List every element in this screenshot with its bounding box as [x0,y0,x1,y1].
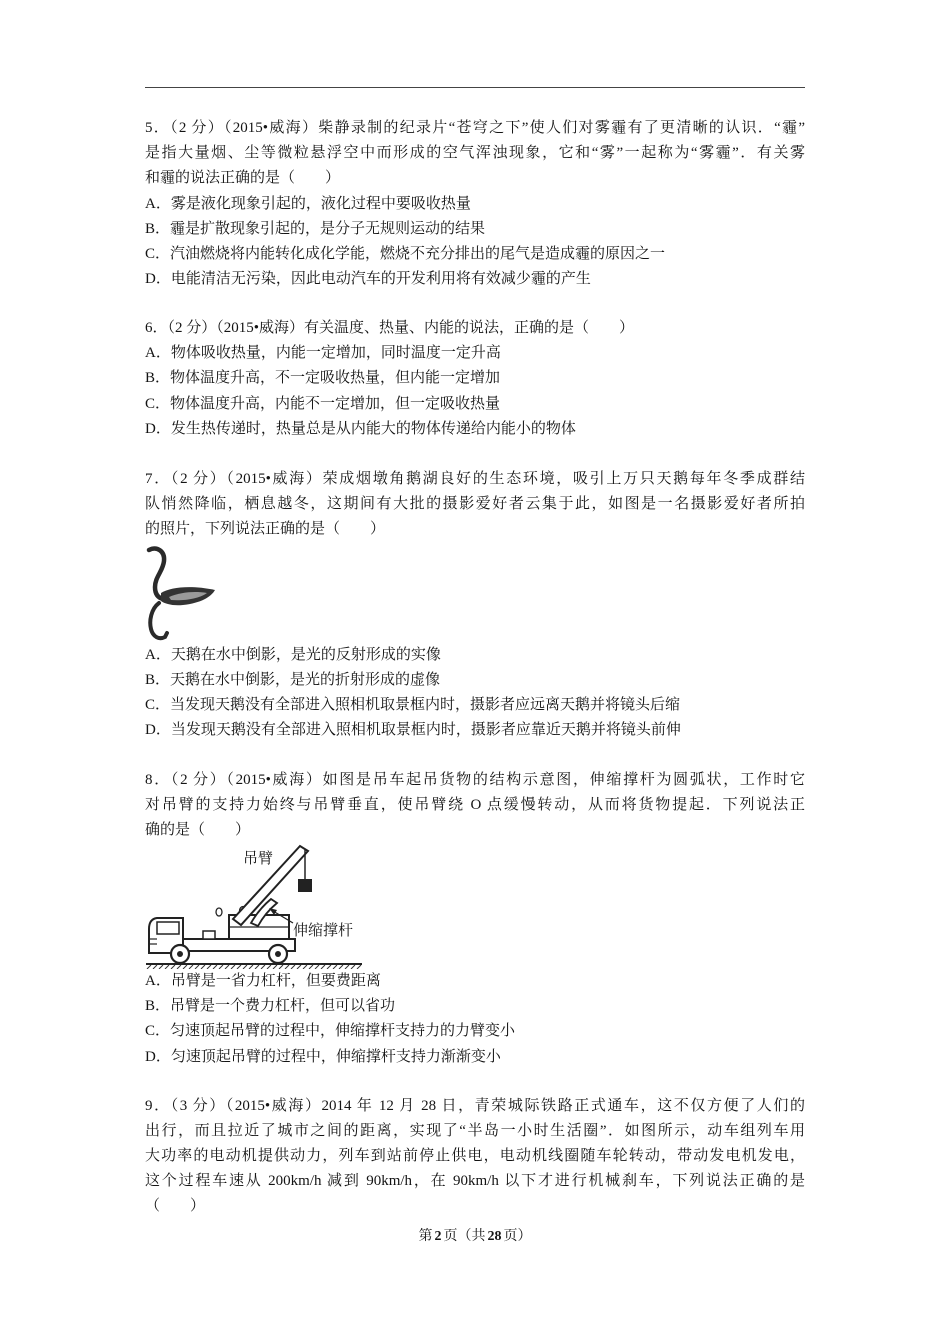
swan-neck [149,549,164,599]
pivot-mark [216,908,222,916]
question-5 [145,116,805,292]
question-stem-line: 8．（2 分）（2015•威海）如图是吊车起吊货物的结构示意图，伸缩撑杆为圆弧状，工作时它 [145,771,805,788]
option-d: D．当发现天鹅没有全部进入照相机取景框内时，摄影者应靠近天鹅并将镜头前伸 [145,722,681,739]
option-c: C．匀速顶起吊臂的过程中，伸缩撑杆支持力的力臂变小 [145,1023,516,1040]
question-stem-line: 队悄然降临，栖息越冬，这期间有大批的摄影爱好者云集于此，如图是一名摄影爱好者所拍 [145,495,805,512]
question-6 [145,316,805,442]
option-a: A．吊臂是一省力杠杆，但要费距离 [145,973,381,990]
swan-photo-figure [145,542,805,643]
question-stem-line: 的照片，下列说法正确的是（ ） [145,520,386,537]
question-stem-line: 大功率的电动机提供动力，列车到站前停止供电，电动机线圈随车轮转动，带动发电机发电， [145,1147,805,1164]
footer-middle: 页（共 [443,1229,486,1244]
swan-photo [143,543,221,643]
swan-reflection [150,603,167,638]
truck-window [157,922,179,934]
page-footer [0,1226,950,1248]
option-d: D．发生热传递时，热量总是从内能大的物体传递给内能小的物体 [145,420,576,437]
truck-wheel-rear-hub [275,951,281,957]
option-c: C．汽油燃烧将内能转化成化学能，燃烧不充分排出的尾气是造成霾的原因之一 [145,245,666,262]
header-rule [145,87,805,88]
question-stem-line: 出行，而且拉近了城市之间的距离，实现了“半岛一小时生活圈”．如图所示，动车组列车用 [145,1122,805,1139]
option-b: B．物体温度升高，不一定吸收热量，但内能一定增加 [145,370,501,387]
crane-diagram-figure [145,843,805,969]
question-7 [145,467,805,744]
question-stem-line: 是指大量烟、尘等微粒悬浮空中而形成的空气浑浊现象，它和“雾”一起称为“雾霾”．有关雾 [145,145,805,162]
boom-label: 吊臂 [243,849,274,868]
option-a: A．天鹅在水中倒影，是光的反射形成的实像 [145,646,441,663]
truck-wheel-front-hub [177,951,183,957]
option-a: A．物体吸收热量，内能一定增加，同时温度一定升高 [145,345,501,362]
option-b: B．天鹅在水中倒影，是光的折射形成的虚像 [145,672,441,689]
truck-tank [203,931,215,939]
question-stem-line: 7．（2 分）（2015•威海）荣成烟墩角鹅湖良好的生态环境，吸引上万只天鹅每年冬季成群结 [145,470,805,487]
question-8 [145,768,805,1070]
option-c: C．物体温度升高，内能不一定增加，但一定吸收热量 [145,395,501,412]
option-a: A．雾是液化现象引起的，液化过程中要吸收热量 [145,195,471,212]
option-c: C．当发现天鹅没有全部进入照相机取景框内时，摄影者应远离天鹅并将镜头后缩 [145,697,681,714]
strut-label: 伸缩撑杆 [293,921,354,940]
footer-total-pages: 28 [487,1229,502,1244]
question-stem-line: 6．（2 分）（2015•威海）有关温度、热量、内能的说法，正确的是（ ） [145,320,635,336]
question-stem-line: 对吊臂的支持力始终与吊臂垂直，使吊臂绕 O 点缓慢转动，从而将货物提起．下列说法正 [145,796,805,813]
footer-prefix: 第 [418,1229,433,1244]
question-stem-line: 9．（3 分）（2015•威海）2014 年 12 月 28 日，青荣城际铁路正式通车，这不仅方便了人们的 [145,1097,805,1114]
footer-suffix: 页） [503,1229,532,1244]
question-stem-line: （ ） [145,1198,206,1215]
question-9 [145,1094,805,1220]
ground-hatch [147,965,361,969]
question-stem-line: 和霾的说法正确的是（ ） [145,170,341,187]
question-stem-line: 这个过程车速从 200km/h 减到 90km/h，在 90km/h 以下才进行机械刹车，下列说法正确的是 [145,1173,805,1190]
footer-page-number: 2 [434,1229,442,1244]
option-d: D．电能清洁无污染，因此电动汽车的开发利用将有效减少霾的产生 [145,271,591,288]
question-stem-line: 5．（2 分）（2015•威海）柴静录制的纪录片“苍穹之下”使人们对雾霾有了更清晰的认识．“霾” [145,120,805,136]
option-b: B．吊臂是一个费力杠杆，但可以省功 [145,998,396,1015]
option-b: B．霾是扩散现象引起的，是分子无规则运动的结果 [145,220,486,237]
strut-label-arrowhead [269,908,277,915]
crane-diagram [143,843,365,969]
question-stem-line: 确的是（ ） [145,821,251,838]
option-d: D．匀速顶起吊臂的过程中，伸缩撑杆支持力渐渐变小 [145,1048,501,1065]
crane-load [298,879,312,892]
